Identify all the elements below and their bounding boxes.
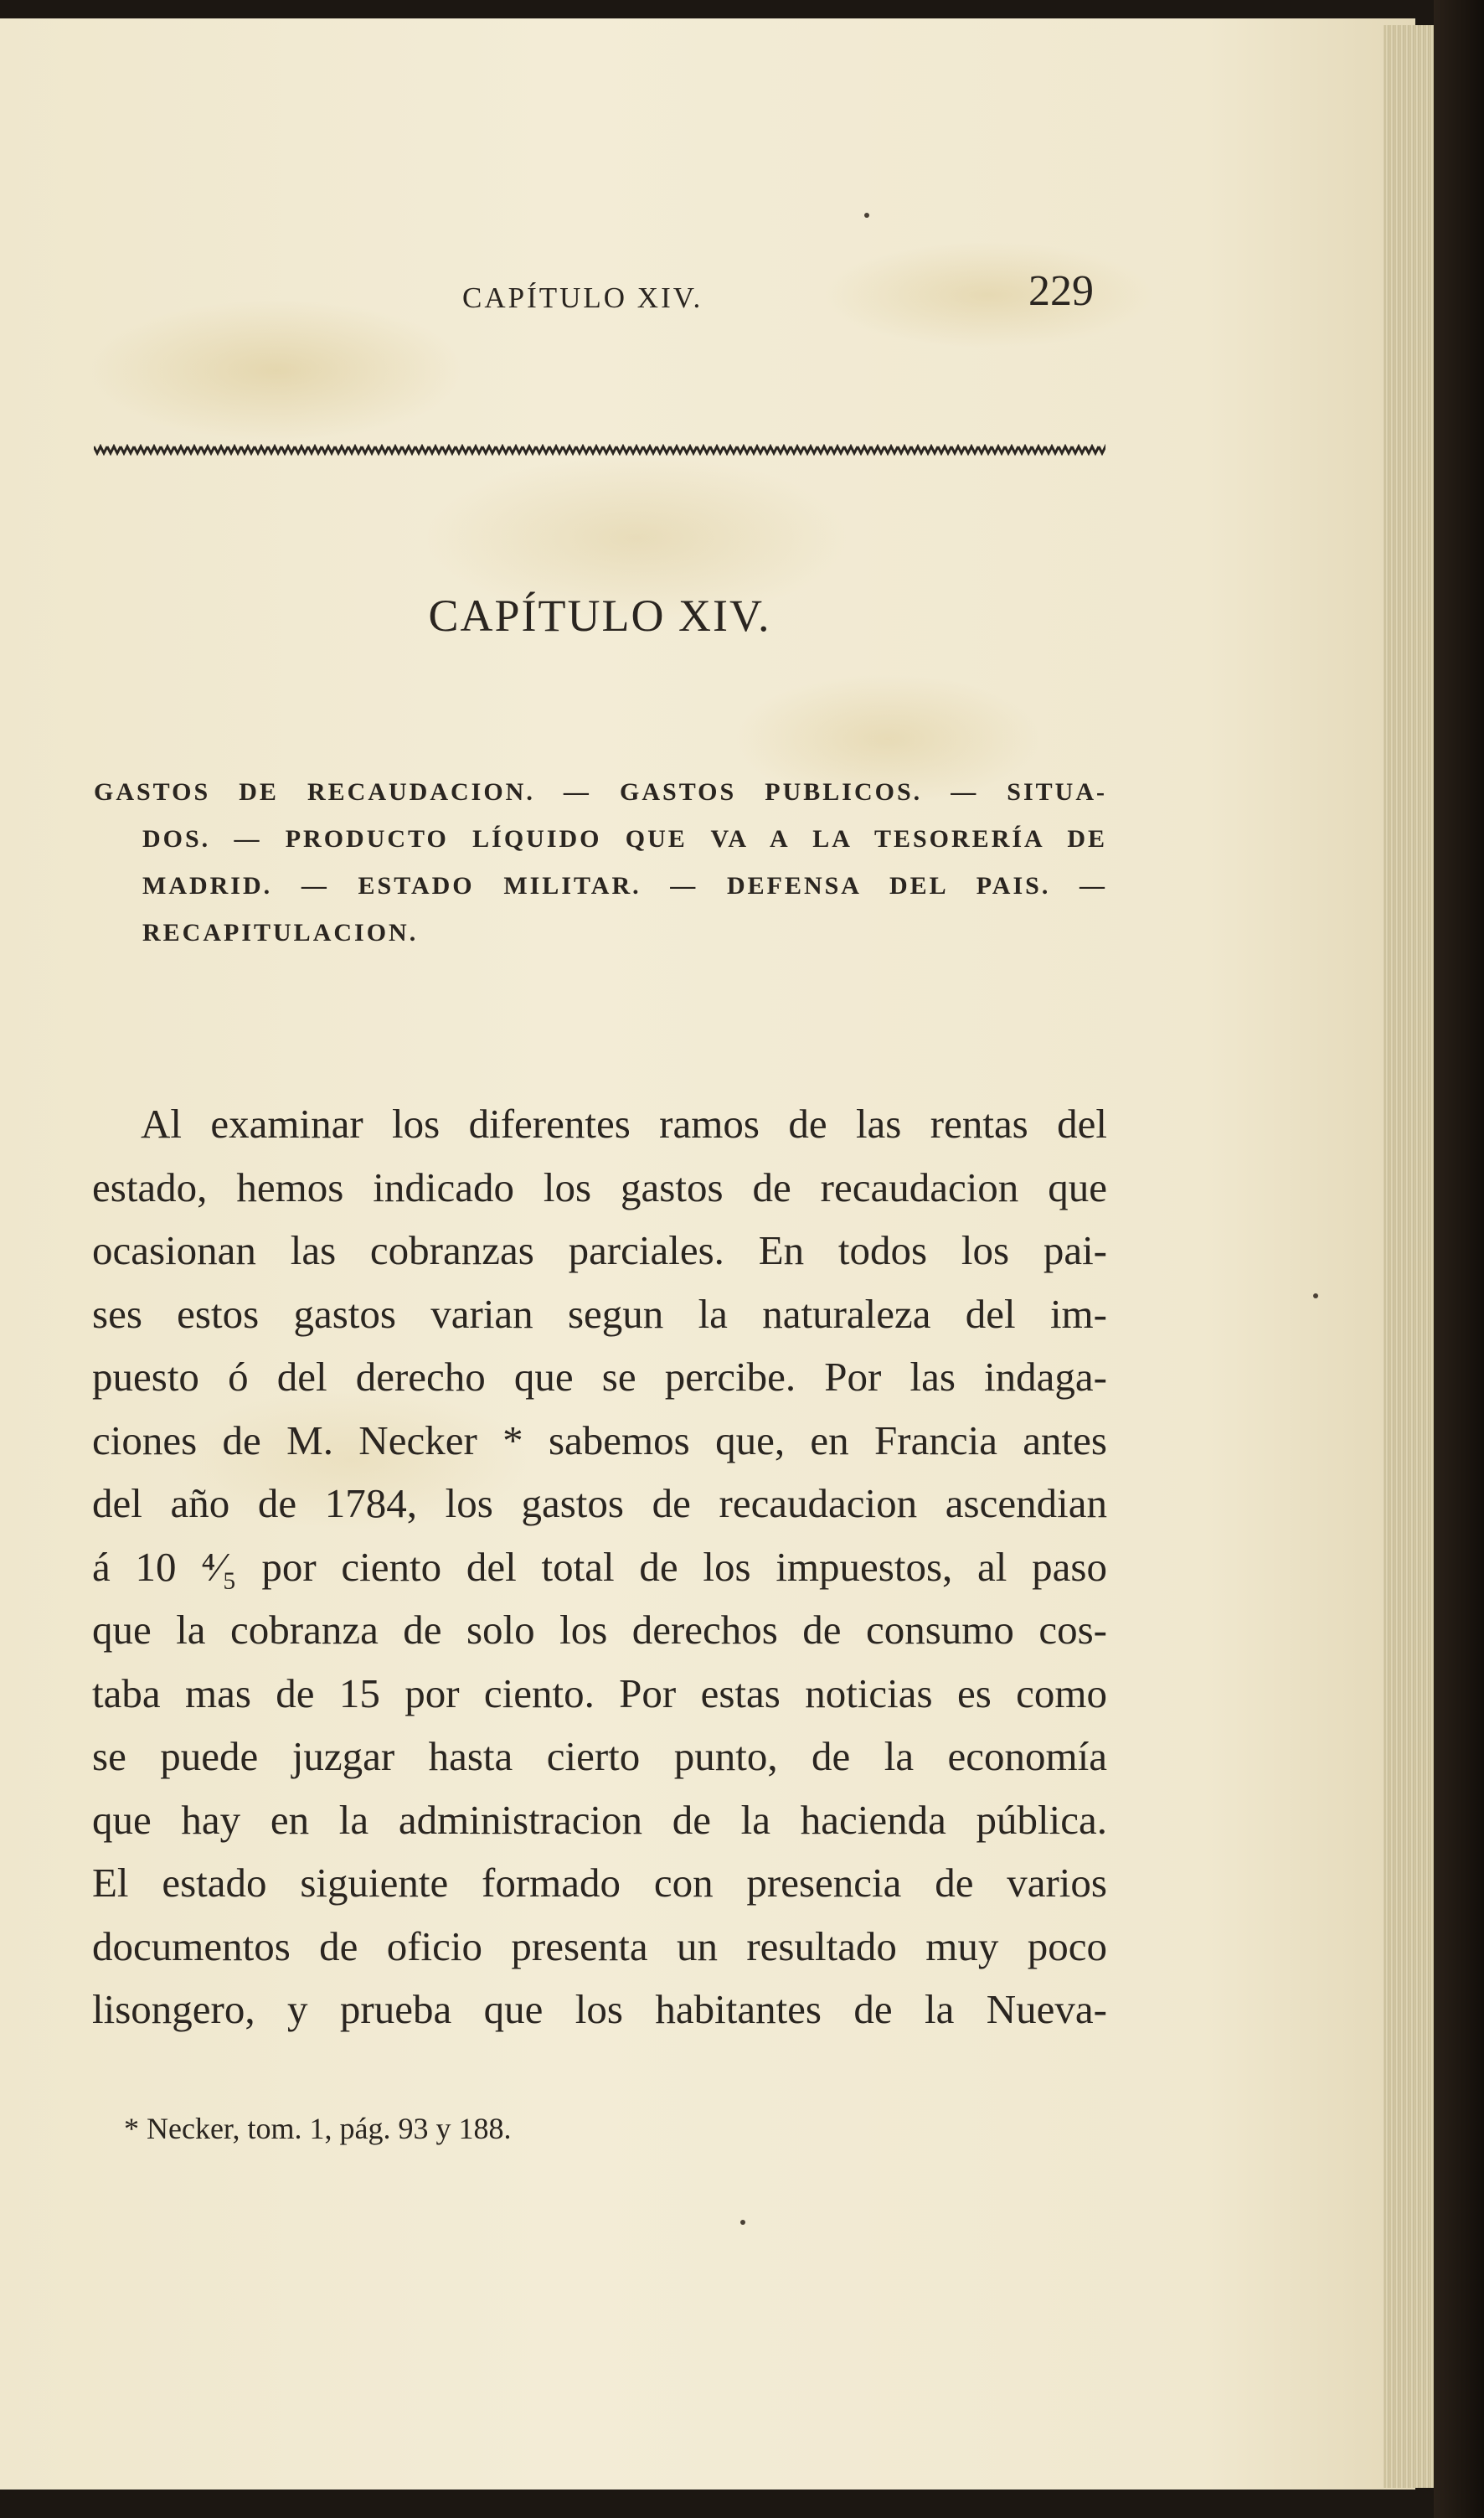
running-head: CAPÍTULO XIV. — [462, 281, 703, 314]
page-edges — [1384, 25, 1434, 2488]
ornamental-rule — [94, 444, 1105, 456]
book-spine-shadow — [1434, 0, 1484, 2518]
paper-speck — [864, 213, 869, 218]
body-line: ciones de M. Necker * sabemos que, en Francia antes — [92, 1416, 1107, 1463]
body-line: que hay en la administracion de la hacienda pública. — [92, 1796, 1107, 1843]
body-line: del año de 1784, los gastos de recaudacion ascendian — [92, 1480, 1107, 1526]
body-line: estado, hemos indicado los gastos de recaudacion que — [92, 1164, 1107, 1210]
summary-line: DOS. — PRODUCTO LÍQUIDO QUE VA A LA TESORERÍA DE — [142, 825, 1107, 853]
page-number: 229 — [1028, 267, 1094, 315]
body-line: taba mas de 15 por ciento. Por estas noticias es como — [92, 1669, 1107, 1716]
body-line: ses estos gastos varian segun la naturaleza del im- — [92, 1290, 1107, 1337]
body-line: se puede juzgar hasta cierto punto, de la economía — [92, 1733, 1107, 1779]
summary-line: RECAPITULACION. — [142, 919, 419, 947]
body-line: El estado siguiente formado con presencia de varios — [92, 1860, 1107, 1906]
summary-line: MADRID. — ESTADO MILITAR. — DEFENSA DEL PAIS. — — [142, 872, 1107, 900]
chapter-title: CAPÍTULO XIV. — [428, 591, 771, 641]
paper-speck — [740, 2220, 745, 2225]
paper-speck — [1313, 1293, 1318, 1298]
body-line: á 10 ⁴⁄₅ por ciento del total de los impuestos, al paso — [92, 1543, 1107, 1590]
body-line: puesto ó del derecho que se percibe. Por las indaga- — [92, 1354, 1107, 1400]
body-line: documentos de oficio presenta un resultado muy poco — [92, 1922, 1107, 1969]
body-paragraph — [92, 1092, 1107, 2041]
chapter-summary — [94, 769, 1107, 957]
body-line: Al examinar los diferentes ramos de las rentas del — [141, 1101, 1107, 1147]
body-line: ocasionan las cobranzas parciales. En todos los pai- — [92, 1227, 1107, 1273]
body-line: que la cobranza de solo los derechos de consumo cos- — [92, 1607, 1107, 1653]
summary-line: GASTOS DE RECAUDACION. — GASTOS PUBLICOS. — SITUA- — [94, 778, 1107, 806]
body-line: lisongero, y prueba que los habitantes de la Nueva- — [92, 1986, 1107, 2032]
footnote: * Necker, tom. 1, pág. 93 y 188. — [124, 2112, 512, 2145]
